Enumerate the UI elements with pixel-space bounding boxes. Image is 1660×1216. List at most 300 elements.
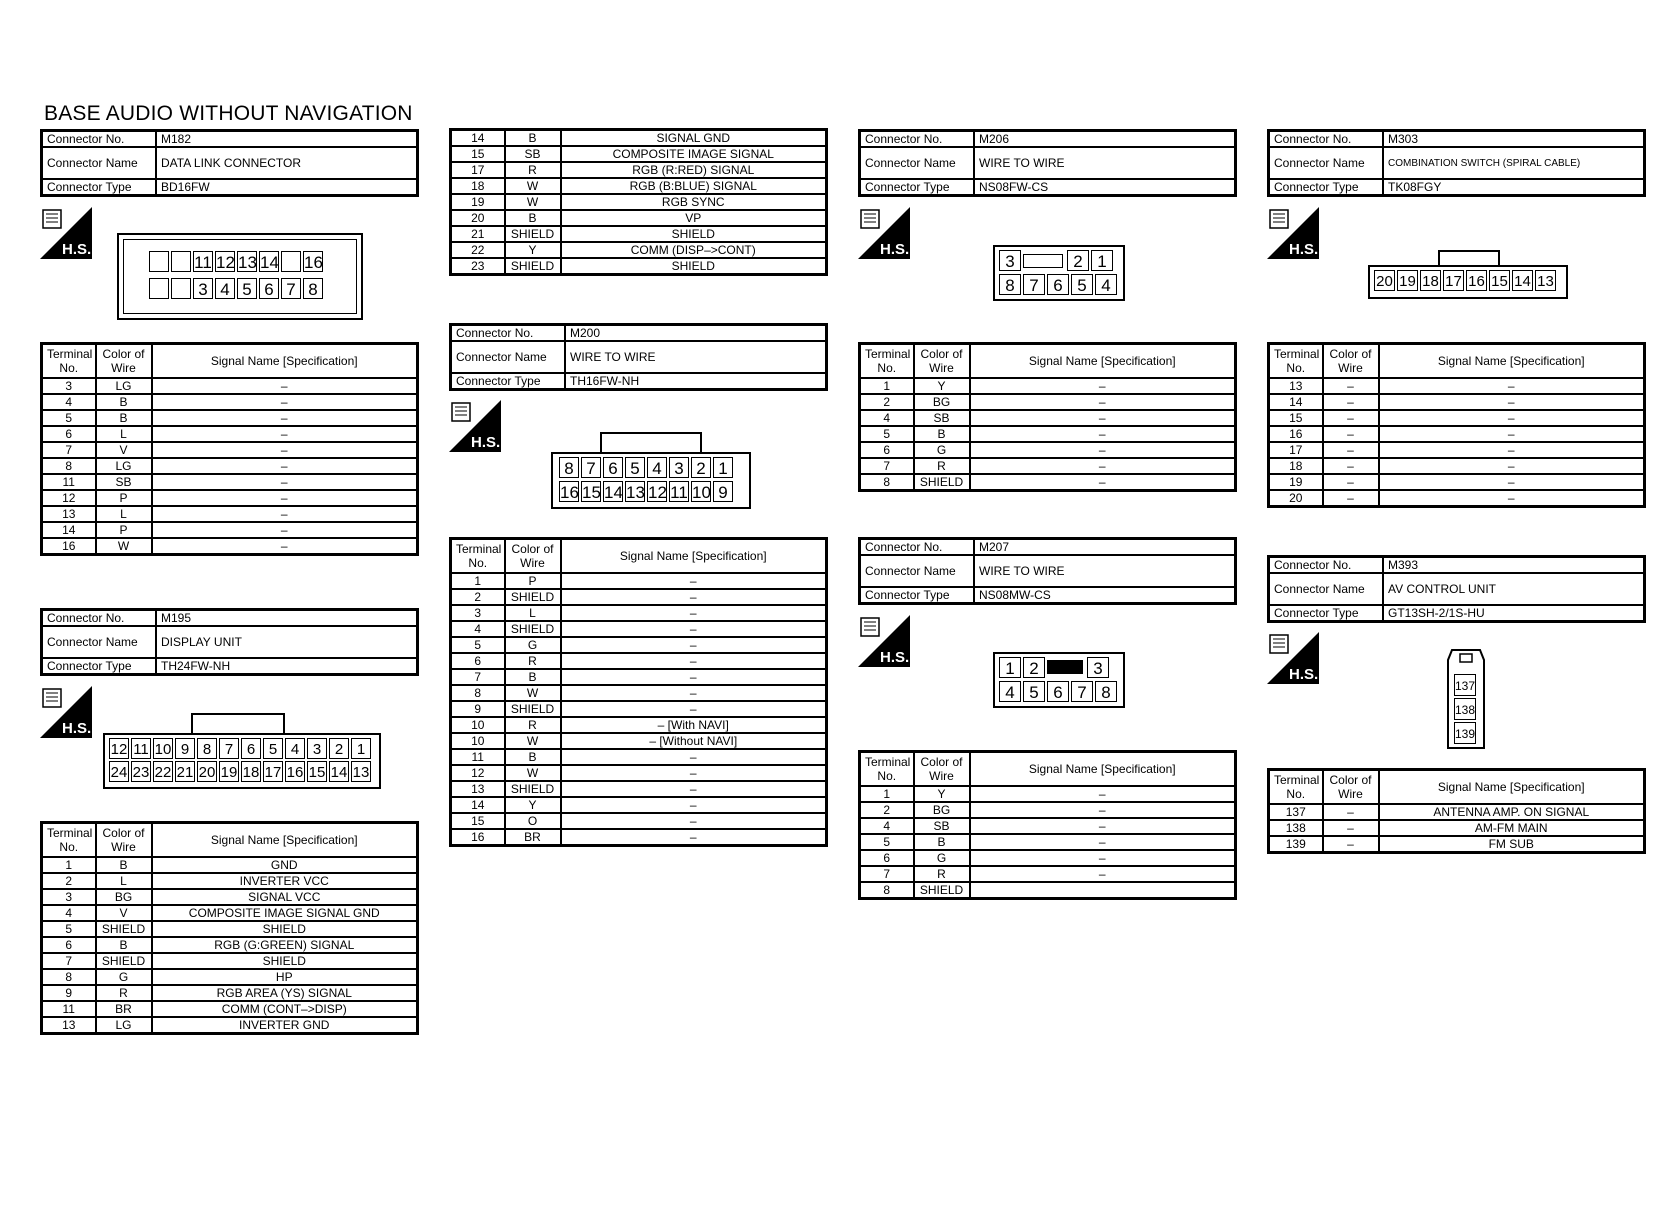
connector-type-label: Connector Type bbox=[1269, 179, 1384, 196]
connector-name-label: Connector Name bbox=[860, 147, 975, 179]
table-row bbox=[1269, 820, 1645, 836]
table-row bbox=[860, 410, 1236, 426]
signal-cell: – bbox=[561, 813, 827, 829]
terminal-cell: 7 bbox=[42, 442, 96, 458]
table-row bbox=[860, 378, 1236, 394]
table-row bbox=[860, 458, 1236, 474]
terminal-cell: 13 bbox=[1269, 378, 1323, 394]
connector-no-label: Connector No. bbox=[42, 131, 157, 148]
table-row bbox=[42, 522, 418, 538]
pin-15: 15 bbox=[307, 761, 327, 782]
table-row bbox=[860, 786, 1236, 802]
col-signal: Signal Name [Specification] bbox=[152, 823, 418, 858]
terminal-cell: 7 bbox=[860, 458, 914, 474]
pin-17: 17 bbox=[1443, 270, 1464, 291]
wire-color-cell: G bbox=[914, 850, 970, 866]
wire-color-cell: R bbox=[505, 717, 561, 733]
pin-138: 138 bbox=[1454, 698, 1476, 720]
table-row bbox=[1269, 394, 1645, 410]
connector-name-label: Connector Name bbox=[860, 555, 975, 587]
terminal-cell: 2 bbox=[42, 873, 96, 889]
wire-color-cell: O bbox=[505, 813, 561, 829]
terminal-cell: 1 bbox=[860, 786, 914, 802]
connector-no-label: Connector No. bbox=[1269, 557, 1384, 574]
table-row bbox=[860, 850, 1236, 866]
pin-6: 6 bbox=[1047, 274, 1069, 295]
terminal-cell: 7 bbox=[42, 953, 96, 969]
table-row bbox=[451, 781, 827, 797]
connector-no-value: M195 bbox=[156, 610, 418, 627]
table-row bbox=[451, 226, 827, 242]
signal-cell: – bbox=[561, 573, 827, 589]
terminal-cell: 4 bbox=[860, 410, 914, 426]
pin-table-m393 bbox=[1267, 768, 1646, 854]
table-row bbox=[860, 882, 1236, 899]
wire-color-cell: V bbox=[96, 442, 152, 458]
signal-cell: – bbox=[152, 474, 418, 490]
terminal-cell: 12 bbox=[42, 490, 96, 506]
table-row bbox=[451, 242, 827, 258]
wire-color-cell: R bbox=[914, 458, 970, 474]
col-terminal: Terminal No. bbox=[1269, 770, 1323, 805]
pin-3: 3 bbox=[999, 250, 1021, 271]
pin-5: 5 bbox=[1023, 681, 1045, 702]
wire-color-cell: – bbox=[1323, 804, 1379, 820]
terminal-cell: 15 bbox=[451, 813, 505, 829]
signal-cell: SHIELD bbox=[561, 226, 827, 242]
wire-color-cell: – bbox=[1323, 820, 1379, 836]
wire-color-cell: LG bbox=[96, 1017, 152, 1034]
terminal-cell: 7 bbox=[451, 669, 505, 685]
terminal-cell: 19 bbox=[1269, 474, 1323, 490]
table-row bbox=[42, 474, 418, 490]
terminal-cell: 9 bbox=[42, 985, 96, 1001]
signal-cell: SHIELD bbox=[561, 258, 827, 275]
pin-16: 16 bbox=[304, 253, 323, 272]
pin-2: 2 bbox=[329, 738, 349, 759]
table-row bbox=[860, 834, 1236, 850]
wire-color-cell: BG bbox=[914, 802, 970, 818]
svg-text:H.S.: H.S. bbox=[62, 720, 92, 737]
table-row bbox=[451, 701, 827, 717]
wire-color-cell: P bbox=[96, 522, 152, 538]
table-row bbox=[1269, 474, 1645, 490]
table-row bbox=[451, 605, 827, 621]
col-terminal: Terminal No. bbox=[860, 344, 914, 379]
pin-20: 20 bbox=[197, 761, 217, 782]
table-row bbox=[42, 490, 418, 506]
connector-header-m195 bbox=[40, 608, 419, 676]
wire-color-cell: G bbox=[505, 637, 561, 653]
signal-cell: – bbox=[970, 866, 1236, 882]
wire-color-cell: G bbox=[96, 969, 152, 985]
wire-color-cell: – bbox=[1323, 474, 1379, 490]
pin-19: 19 bbox=[219, 761, 239, 782]
connector-name-label: Connector Name bbox=[1269, 147, 1384, 179]
table-row bbox=[1269, 490, 1645, 507]
wire-color-cell: SHIELD bbox=[505, 781, 561, 797]
table-row bbox=[42, 857, 418, 873]
terminal-cell: 6 bbox=[42, 426, 96, 442]
pin-3: 3 bbox=[1087, 657, 1109, 678]
wire-color-cell: BG bbox=[96, 889, 152, 905]
signal-cell: – bbox=[1379, 410, 1645, 426]
pin-4: 4 bbox=[1095, 274, 1117, 295]
table-row bbox=[451, 589, 827, 605]
signal-cell: – bbox=[561, 669, 827, 685]
connector-no-value: M200 bbox=[565, 325, 827, 342]
hs-icon bbox=[858, 615, 910, 667]
col-terminal: Terminal No. bbox=[1269, 344, 1323, 379]
wire-color-cell: P bbox=[505, 573, 561, 589]
col-color: Color of Wire bbox=[505, 539, 561, 574]
col-signal: Signal Name [Specification] bbox=[152, 344, 418, 379]
terminal-cell: 20 bbox=[1269, 490, 1323, 507]
pin-blank bbox=[149, 278, 169, 299]
table-row bbox=[1269, 410, 1645, 426]
signal-cell: – bbox=[970, 786, 1236, 802]
pin-15: 15 bbox=[582, 483, 601, 502]
signal-cell: SHIELD bbox=[152, 921, 418, 937]
signal-cell: INVERTER GND bbox=[152, 1017, 418, 1034]
connector-header-m207 bbox=[858, 537, 1237, 605]
connector-name-label: Connector Name bbox=[1269, 573, 1384, 605]
wire-color-cell: R bbox=[505, 653, 561, 669]
connector-type-label: Connector Type bbox=[42, 179, 157, 196]
table-row bbox=[860, 394, 1236, 410]
signal-cell: – bbox=[970, 474, 1236, 491]
table-row bbox=[451, 162, 827, 178]
signal-cell: – bbox=[561, 829, 827, 846]
signal-cell: RGB (B:BLUE) SIGNAL bbox=[561, 178, 827, 194]
signal-cell: – bbox=[561, 781, 827, 797]
connector-type-label: Connector Type bbox=[860, 587, 975, 604]
wire-color-cell: L bbox=[96, 873, 152, 889]
signal-cell: RGB AREA (YS) SIGNAL bbox=[152, 985, 418, 1001]
signal-cell: HP bbox=[152, 969, 418, 985]
connector-name-label: Connector Name bbox=[42, 147, 157, 179]
col-signal: Signal Name [Specification] bbox=[561, 539, 827, 574]
pin-1: 1 bbox=[713, 457, 733, 478]
signal-cell: – bbox=[970, 394, 1236, 410]
connector-name-value: AV CONTROL UNIT bbox=[1383, 573, 1645, 605]
table-row bbox=[860, 426, 1236, 442]
signal-cell: – bbox=[152, 522, 418, 538]
svg-text:H.S.: H.S. bbox=[880, 649, 910, 666]
pin-2: 2 bbox=[1023, 657, 1045, 678]
wire-color-cell: P bbox=[96, 490, 152, 506]
pin-12: 12 bbox=[109, 738, 129, 759]
pin-137: 137 bbox=[1454, 674, 1476, 696]
signal-cell bbox=[970, 882, 1236, 899]
signal-cell: – bbox=[970, 442, 1236, 458]
signal-cell: – bbox=[1379, 426, 1645, 442]
terminal-cell: 6 bbox=[42, 937, 96, 953]
terminal-cell: 11 bbox=[42, 474, 96, 490]
signal-cell: INVERTER VCC bbox=[152, 873, 418, 889]
connector-type-label: Connector Type bbox=[860, 179, 975, 196]
connector-face-m393 bbox=[1446, 648, 1486, 752]
terminal-cell: 7 bbox=[860, 866, 914, 882]
terminal-cell: 11 bbox=[451, 749, 505, 765]
signal-cell: – bbox=[970, 802, 1236, 818]
col-signal: Signal Name [Specification] bbox=[970, 752, 1236, 787]
col-terminal: Terminal No. bbox=[42, 344, 96, 379]
connector-no-value: M206 bbox=[974, 131, 1236, 148]
wire-color-cell: W bbox=[505, 733, 561, 749]
table-row bbox=[42, 1017, 418, 1034]
table-row bbox=[860, 474, 1236, 491]
wire-color-cell: B bbox=[96, 410, 152, 426]
signal-cell: COMPOSITE IMAGE SIGNAL GND bbox=[152, 905, 418, 921]
signal-cell: SIGNAL GND bbox=[561, 130, 827, 147]
pin-18: 18 bbox=[241, 761, 261, 782]
wire-color-cell: – bbox=[1323, 458, 1379, 474]
pin-9: 9 bbox=[175, 738, 195, 759]
pin-11: 11 bbox=[131, 738, 151, 759]
terminal-cell: 4 bbox=[42, 394, 96, 410]
pin-blank bbox=[171, 251, 191, 272]
table-row bbox=[42, 985, 418, 1001]
signal-cell: – bbox=[152, 490, 418, 506]
table-row bbox=[1269, 458, 1645, 474]
pin-8: 8 bbox=[303, 278, 323, 299]
pin-13: 13 bbox=[238, 253, 257, 272]
signal-cell: AM-FM MAIN bbox=[1379, 820, 1645, 836]
wire-color-cell: – bbox=[1323, 442, 1379, 458]
signal-cell: – bbox=[1379, 394, 1645, 410]
wire-color-cell: BG bbox=[914, 394, 970, 410]
table-row bbox=[42, 378, 418, 394]
pin-23: 23 bbox=[131, 761, 151, 782]
connector-name-label: Connector Name bbox=[451, 341, 566, 373]
svg-text:H.S.: H.S. bbox=[1289, 666, 1319, 683]
table-row bbox=[451, 653, 827, 669]
col-color: Color of Wire bbox=[914, 344, 970, 379]
signal-cell: – bbox=[152, 442, 418, 458]
terminal-cell: 3 bbox=[42, 378, 96, 394]
terminal-cell: 9 bbox=[451, 701, 505, 717]
signal-cell: COMPOSITE IMAGE SIGNAL bbox=[561, 146, 827, 162]
table-row bbox=[42, 410, 418, 426]
hs-icon bbox=[1267, 632, 1319, 684]
terminal-cell: 1 bbox=[860, 378, 914, 394]
col-terminal: Terminal No. bbox=[860, 752, 914, 787]
pin-17: 17 bbox=[263, 761, 283, 782]
table-row bbox=[451, 685, 827, 701]
wire-color-cell: B bbox=[914, 426, 970, 442]
table-row bbox=[42, 1001, 418, 1017]
table-row bbox=[860, 802, 1236, 818]
connector-no-label: Connector No. bbox=[860, 131, 975, 148]
wire-color-cell: SHIELD bbox=[505, 701, 561, 717]
svg-text:H.S.: H.S. bbox=[880, 241, 910, 258]
table-row bbox=[42, 442, 418, 458]
signal-cell: RGB SYNC bbox=[561, 194, 827, 210]
terminal-cell: 8 bbox=[860, 474, 914, 491]
table-row bbox=[451, 829, 827, 846]
terminal-cell: 4 bbox=[42, 905, 96, 921]
terminal-cell: 16 bbox=[42, 538, 96, 555]
wire-color-cell: – bbox=[1323, 410, 1379, 426]
signal-cell: COMM (DISP–>CONT) bbox=[561, 242, 827, 258]
wire-color-cell: SHIELD bbox=[505, 589, 561, 605]
connector-type-value: GT13SH-2/1S-HU bbox=[1383, 605, 1645, 622]
table-row bbox=[451, 813, 827, 829]
pin-7: 7 bbox=[581, 457, 601, 478]
table-row bbox=[451, 210, 827, 226]
wire-color-cell: L bbox=[505, 605, 561, 621]
terminal-cell: 14 bbox=[451, 130, 505, 147]
pin-1: 1 bbox=[1091, 250, 1113, 271]
signal-cell: – bbox=[152, 458, 418, 474]
signal-cell: – bbox=[561, 685, 827, 701]
terminal-cell: 4 bbox=[451, 621, 505, 637]
signal-cell: – bbox=[561, 605, 827, 621]
terminal-cell: 22 bbox=[451, 242, 505, 258]
terminal-cell: 18 bbox=[451, 178, 505, 194]
pin-table-m207 bbox=[858, 750, 1237, 900]
terminal-cell: 5 bbox=[42, 410, 96, 426]
table-row bbox=[1269, 378, 1645, 394]
terminal-cell: 10 bbox=[451, 717, 505, 733]
terminal-cell: 20 bbox=[451, 210, 505, 226]
table-row bbox=[451, 733, 827, 749]
connector-name-label: Connector Name bbox=[42, 626, 157, 658]
pin-22: 22 bbox=[153, 761, 173, 782]
pin-11: 11 bbox=[670, 483, 688, 502]
terminal-cell: 15 bbox=[1269, 410, 1323, 426]
pin-16: 16 bbox=[560, 483, 579, 502]
pin-3: 3 bbox=[307, 738, 327, 759]
table-row bbox=[42, 426, 418, 442]
connector-no-label: Connector No. bbox=[1269, 131, 1384, 148]
connector-face-m206 bbox=[993, 245, 1125, 301]
col-signal: Signal Name [Specification] bbox=[1379, 770, 1645, 805]
table-row bbox=[42, 969, 418, 985]
table-row bbox=[42, 873, 418, 889]
pin-4: 4 bbox=[999, 681, 1021, 702]
signal-cell: – bbox=[970, 410, 1236, 426]
col-color: Color of Wire bbox=[1323, 770, 1379, 805]
table-row bbox=[451, 178, 827, 194]
pin-4: 4 bbox=[215, 278, 235, 299]
table-row bbox=[451, 637, 827, 653]
terminal-cell: 2 bbox=[860, 802, 914, 818]
pin-8: 8 bbox=[559, 457, 579, 478]
wire-color-cell: R bbox=[96, 985, 152, 1001]
wire-color-cell: B bbox=[96, 937, 152, 953]
hs-icon bbox=[449, 400, 501, 452]
signal-cell: – bbox=[1379, 458, 1645, 474]
pin-3: 3 bbox=[193, 278, 213, 299]
hs-icon bbox=[1267, 207, 1319, 259]
wire-color-cell: W bbox=[96, 538, 152, 555]
pin-11: 11 bbox=[194, 253, 212, 272]
table-row bbox=[451, 749, 827, 765]
pin-139: 139 bbox=[1454, 722, 1476, 744]
pin-3: 3 bbox=[669, 457, 689, 478]
signal-cell: – bbox=[152, 538, 418, 555]
signal-cell: SHIELD bbox=[152, 953, 418, 969]
signal-cell: – bbox=[1379, 442, 1645, 458]
pin-16: 16 bbox=[1466, 270, 1487, 291]
signal-cell: – bbox=[152, 506, 418, 522]
hs-icon bbox=[40, 207, 92, 259]
terminal-cell: 16 bbox=[1269, 426, 1323, 442]
pin-14: 14 bbox=[604, 483, 623, 502]
pin-12: 12 bbox=[648, 483, 667, 502]
wire-color-cell: R bbox=[914, 866, 970, 882]
table-row bbox=[1269, 836, 1645, 853]
connector-header-m303 bbox=[1267, 129, 1646, 197]
terminal-cell: 13 bbox=[42, 1017, 96, 1034]
pin-12: 12 bbox=[216, 253, 235, 272]
wire-color-cell: Y bbox=[505, 797, 561, 813]
wire-color-cell: LG bbox=[96, 458, 152, 474]
terminal-cell: 1 bbox=[451, 573, 505, 589]
terminal-cell: 14 bbox=[451, 797, 505, 813]
connector-type-value: NS08FW-CS bbox=[974, 179, 1236, 196]
connector-type-label: Connector Type bbox=[42, 658, 157, 675]
table-row bbox=[860, 442, 1236, 458]
pin-blank bbox=[171, 278, 191, 299]
connector-no-value: M182 bbox=[156, 131, 418, 148]
wire-color-cell: – bbox=[1323, 490, 1379, 507]
table-row bbox=[451, 130, 827, 147]
svg-text:H.S.: H.S. bbox=[1289, 241, 1319, 258]
pin-13: 13 bbox=[351, 761, 371, 782]
connector-name-value: WIRE TO WIRE bbox=[565, 341, 827, 373]
terminal-cell: 138 bbox=[1269, 820, 1323, 836]
pin-18: 18 bbox=[1420, 270, 1441, 291]
pin-10: 10 bbox=[153, 738, 173, 759]
pin-table-m182 bbox=[40, 342, 419, 556]
pin-20: 20 bbox=[1374, 270, 1395, 291]
connector-type-value: TH24FW-NH bbox=[156, 658, 418, 675]
table-row bbox=[451, 797, 827, 813]
connector-name-value: COMBINATION SWITCH (SPIRAL CABLE) bbox=[1383, 147, 1645, 179]
wire-color-cell: B bbox=[914, 834, 970, 850]
table-row bbox=[42, 921, 418, 937]
terminal-cell: 8 bbox=[42, 969, 96, 985]
wire-color-cell: Y bbox=[914, 786, 970, 802]
wire-color-cell: – bbox=[1323, 394, 1379, 410]
table-row bbox=[42, 905, 418, 921]
wire-color-cell: SHIELD bbox=[505, 226, 561, 242]
terminal-cell: 6 bbox=[860, 442, 914, 458]
terminal-cell: 11 bbox=[42, 1001, 96, 1017]
pin-10: 10 bbox=[692, 483, 711, 502]
pin-13: 13 bbox=[626, 483, 645, 502]
connector-name-value: WIRE TO WIRE bbox=[974, 555, 1236, 587]
signal-cell: – bbox=[970, 834, 1236, 850]
wire-color-cell: BR bbox=[96, 1001, 152, 1017]
terminal-cell: 13 bbox=[42, 506, 96, 522]
svg-text:H.S.: H.S. bbox=[471, 434, 501, 451]
signal-cell: RGB (G:GREEN) SIGNAL bbox=[152, 937, 418, 953]
connector-name-value: DISPLAY UNIT bbox=[156, 626, 418, 658]
wire-color-cell: Y bbox=[914, 378, 970, 394]
table-row bbox=[42, 953, 418, 969]
connector-no-label: Connector No. bbox=[860, 539, 975, 556]
wire-color-cell: L bbox=[96, 426, 152, 442]
pin-16: 16 bbox=[285, 761, 305, 782]
pin-4: 4 bbox=[285, 738, 305, 759]
pin-6: 6 bbox=[1047, 681, 1069, 702]
col-color: Color of Wire bbox=[96, 344, 152, 379]
pin-table-m195-continued bbox=[449, 128, 828, 276]
